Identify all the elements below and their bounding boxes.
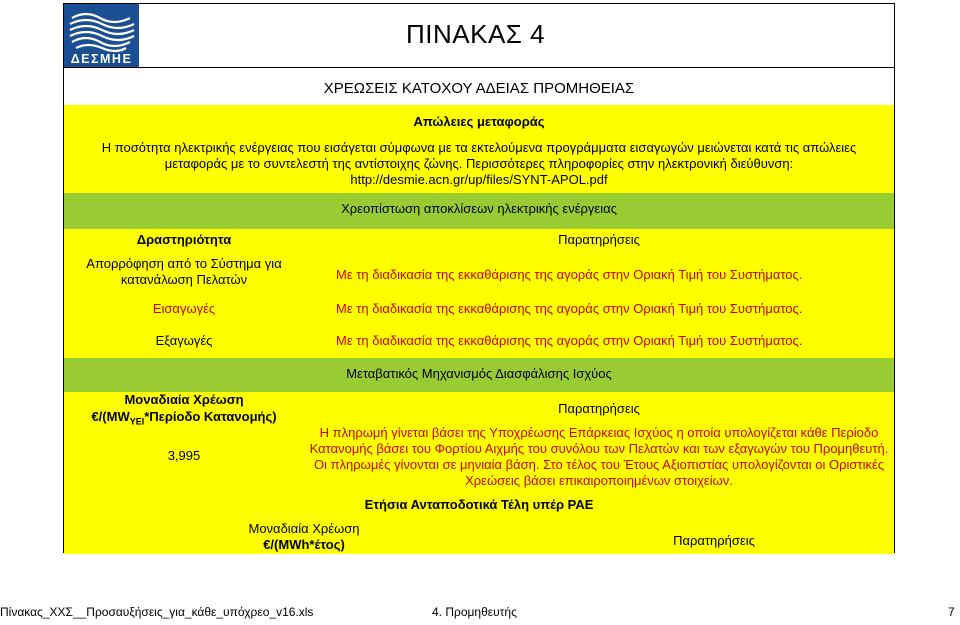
- footer-sheet: 4. Προμηθευτής: [432, 605, 517, 619]
- footer-file: Πίνακας_ΧΧΣ__Προσαυξήσεις_για_κάθε_υπόχρεο_v16.xls: [0, 605, 314, 619]
- imbalance-title: Χρεοπίστωση αποκλίσεων ηλεκτρικής ενέργειας: [341, 201, 617, 216]
- capacity-note-line-2: Κατανομής βάσει του Φορτίου Αιχμής του συνόλου των Πελατών και των εξαγωγών του Προμηθευτή.: [309, 441, 889, 456]
- capacity-value: 3,995: [167, 448, 201, 463]
- footer-page: 7: [948, 605, 955, 619]
- activity-2-note: Με τη διαδικασία της εκκαθάρισης της αγοράς στην Οριακή Τιμή του Συστήματος.: [336, 301, 803, 316]
- losses-line-1: Η ποσότητα ηλεκτρικής ενέργειας που εισάγεται σύμφωνα με τα εκτελούμενα προγράμματα εισαγωγών μειώνεται κατά τις απώλειες: [101, 140, 857, 155]
- capacity-unit-sub: ΥΕΙ: [129, 416, 145, 427]
- activity-3-note: Με τη διαδικασία της εκκαθάρισης της αγοράς στην Οριακή Τιμή του Συστήματος.: [336, 333, 803, 348]
- page-title: ΠΙΝΑΚΑΣ 4: [406, 19, 546, 49]
- losses-link[interactable]: http://desmie.acn.gr/up/files/SYNT-APOL.pdf: [350, 172, 608, 187]
- capacity-note-line-4: Χρεώσεις βάσει επικαιροποιημένων στοιχείων.: [465, 473, 733, 488]
- activity-1-note: Με τη διαδικασία της εκκαθάρισης της αγοράς στην Οριακή Τιμή του Συστήματος.: [336, 267, 803, 282]
- activity-3: Εξαγωγές: [155, 333, 213, 348]
- table-frame: [63, 3, 895, 553]
- activity-1-line-2: κατανάλωση Πελατών: [120, 272, 248, 287]
- title-row: [64, 4, 894, 67]
- rae-unit-line-2: €/(MWh*έτος): [263, 537, 345, 552]
- capacity-unit-suffix: *Περίοδο Κατανομής): [144, 409, 277, 424]
- rae-unit-line-1: Μοναδιαία Χρέωση: [248, 521, 360, 536]
- capacity-note-line-1: Η πληρωμή γίνεται βάσει της Υποχρέωσης Επάρκειας Ισχύος η οποία υπολογίζεται κάθε Περίοδο: [319, 425, 879, 440]
- subtitle-row: [64, 67, 894, 105]
- rae-title: Ετήσια Ανταποδοτικά Τέλη υπέρ ΡΑΕ: [364, 497, 594, 512]
- desmie-logo: [64, 4, 139, 70]
- notes-header: Παρατηρήσεις: [558, 232, 640, 247]
- activity-2: Εισαγωγές: [152, 301, 216, 316]
- logo-text: ΔΕΣΜΗΕ: [70, 52, 133, 66]
- losses-line-2: μεταφοράς με το συντελεστή της αντίστοιχης ζώνης. Περισσότερες πληροφορίες στην ηλεκτρονική διεύθυνση:: [164, 156, 794, 171]
- capacity-notes-header: Παρατηρήσεις: [558, 401, 640, 416]
- capacity-unit-line-2: [64, 409, 304, 430]
- page-subtitle: ΧΡΕΩΣΕΙΣ ΚΑΤΟΧΟΥ ΑΔΕΙΑΣ ΠΡΟΜΗΘΕΙΑΣ: [323, 80, 635, 97]
- capacity-note-line-3: Οι πληρωμές γίνονται σε μηνιαία βάση. Στο τέλος του Έτους Αξιοπιστίας υπολογίζονται οι Οριστικές: [313, 457, 885, 472]
- activity-1-line-1: Απορρόφηση από το Σύστημα για: [86, 256, 282, 271]
- capacity-unit-line-1: Μοναδιαία Χρέωση: [124, 392, 244, 407]
- capacity-unit-prefix: €/(MW: [91, 409, 130, 424]
- rae-notes-header: Παρατηρήσεις: [673, 533, 755, 548]
- waves-icon: [64, 8, 139, 54]
- losses-title: Απώλειες μεταφοράς: [413, 114, 545, 129]
- capacity-title: Μεταβατικός Μηχανισμός Διασφάλισης Ισχύος: [346, 366, 612, 381]
- activity-header: Δραστηριότητα: [136, 232, 232, 247]
